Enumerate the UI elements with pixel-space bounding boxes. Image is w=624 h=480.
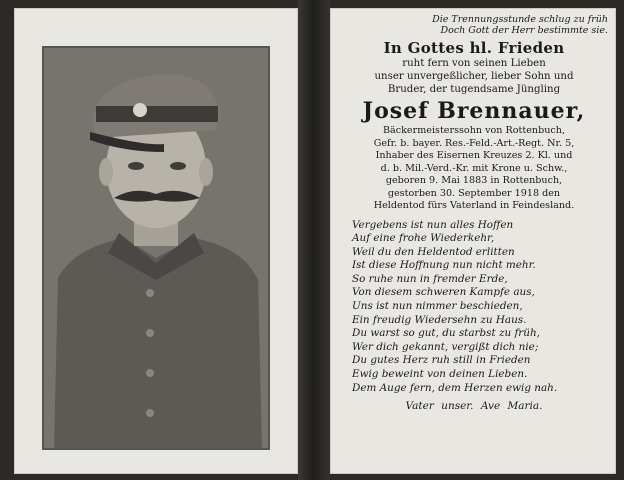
poem-line: So ruhe nun in fremder Erde, <box>352 272 508 285</box>
poem-line: Du gutes Herz ruh still in Frieden <box>352 354 531 367</box>
poem-line: Dem Auge fern, dem Herzen ewig nah. <box>352 381 558 394</box>
biographical-details <box>338 125 610 213</box>
heading: In Gottes hl. Frieden <box>383 39 565 57</box>
poem-line: Von diesem schweren Kampfe aus, <box>352 286 535 299</box>
portrait-illustration <box>44 48 268 448</box>
motto-line: Die Trennungsstunde schlug zu früh <box>432 14 608 25</box>
poem-line: Ist diese Hoffnung nun nicht mehr. <box>352 259 536 272</box>
intro-line: Bruder, der tugendsame Jüngling <box>387 84 561 95</box>
poem-line: Auf eine frohe Wiederkehr, <box>352 232 495 245</box>
poem-line: Vergebens ist nun alles Hoffen <box>352 218 514 231</box>
detail-line: Gefr. b. bayer. Res.-Feld.-Art.-Regt. Nr. 5, <box>373 137 575 149</box>
poem-line: Ewig beweint von deinen Lieben. <box>352 368 528 381</box>
intro-line: ruht fern von seinen Lieben <box>402 58 546 69</box>
poem-line: Du warst so gut, du starbst zu früh, <box>352 327 540 340</box>
intro-line: unser unvergeßlicher, lieber Sohn und <box>374 71 574 82</box>
deceased-name: Josef Brennauer, <box>362 98 586 124</box>
detail-line: Heldentod fürs Vaterland in Feindesland. <box>373 200 575 211</box>
card-fold <box>298 0 330 480</box>
detail-line: Inhaber des Eisernen Kreuzes 2. Kl. und <box>375 150 573 161</box>
detail-line: Bäckermeisterssohn von Rottenbuch, <box>382 125 566 136</box>
detail-line: geboren 9. Mai 1883 in Rottenbuch, <box>385 175 563 186</box>
detail-line: d. b. Mil.-Verd.-Kr. mit Krone u. Schw., <box>380 162 568 174</box>
motto-line: Doch Gott der Herr bestimmte sie. <box>440 25 608 36</box>
poem-line: Ein freudig Wiedersehn zu Haus. <box>352 313 527 326</box>
closing-prayer: Vater unser. Ave Maria. <box>405 400 543 413</box>
photo-card <box>14 8 298 474</box>
detail-line: gestorben 30. September 1918 den <box>387 187 561 199</box>
poem-line: Wer dich gekannt, vergißt dich nie; <box>352 340 539 353</box>
memorial-text <box>338 14 610 412</box>
memorial-poem <box>352 219 610 396</box>
motto <box>338 14 608 36</box>
poem-line: Weil du den Heldentod erlitten <box>352 245 515 258</box>
portrait-photo <box>42 46 270 450</box>
memorial-text-card <box>330 8 616 474</box>
poem-line: Uns ist nun nimmer beschieden, <box>352 300 523 313</box>
intro <box>338 57 610 96</box>
